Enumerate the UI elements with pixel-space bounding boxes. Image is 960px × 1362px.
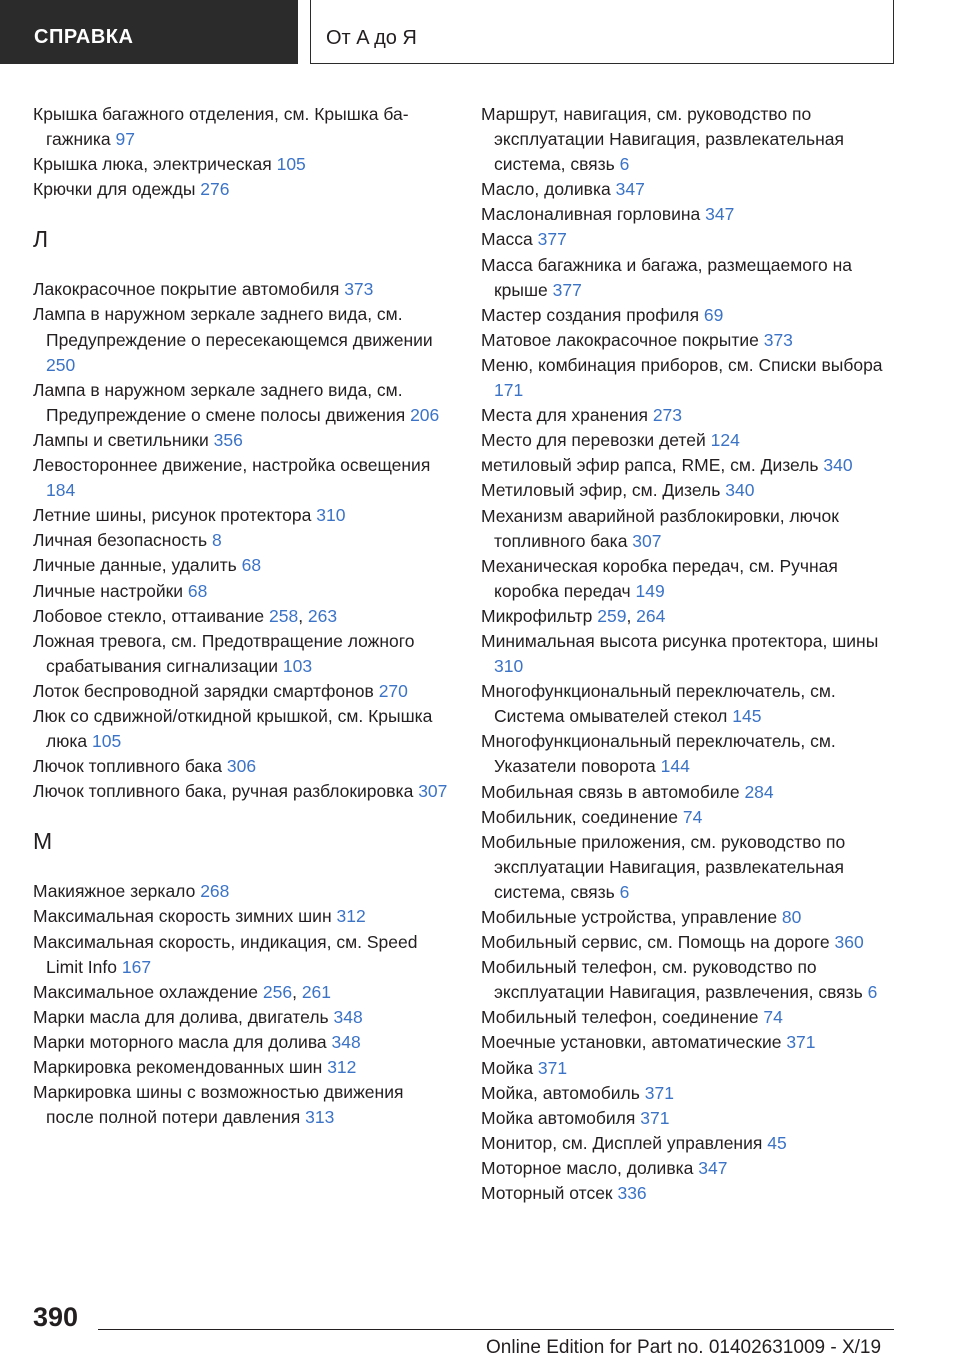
index-entry-text: Лампы и светильники [33,429,214,450]
index-entry-text: Мобильная связь в автомобиле [481,781,745,802]
page-link[interactable]: 340 [823,455,853,476]
index-entry [481,303,891,328]
page-link[interactable]: 171 [494,380,524,401]
index-entry-text: Марки масла для долива, двигатель [33,1006,334,1027]
index-entry-text: Моторный отсек [481,1183,618,1204]
page-link[interactable]: 307 [632,530,662,551]
index-entry [33,1055,453,1080]
edition-note: Online Edition for Part no. 01402631009 - X/19 [486,1337,882,1358]
page-separator: , [292,981,302,1002]
page-link[interactable]: 69 [703,304,724,325]
index-entry-text: Личная безопасность [33,530,212,551]
index-entry-text: Левостороннее движение, настройка освещения [33,455,431,476]
index-entry [481,478,891,503]
index-entry-text: Метиловый эфир, см. Дизель [481,480,726,501]
page-link[interactable]: 371 [644,1082,674,1103]
page-link[interactable]: 310 [316,505,346,526]
index-entry [481,805,891,830]
index-entry-text: Крючки для одежды [33,179,201,200]
index-entry [481,830,891,905]
index-entry [33,704,453,754]
page-link[interactable]: 377 [552,279,582,300]
index-letter-heading: М [33,828,53,855]
index-entry-text: Макияжное зеркало [33,881,201,902]
page-link[interactable]: 340 [725,480,755,501]
index-entry [33,980,453,1005]
index-entry-text: Максимальная скорость, индикация, см. Speed Limit Info [33,931,418,977]
index-entry-text: Лампа в наружном зеркале заднего вида, см. Предупреждение о пересекающемся движении [33,304,433,350]
index-entry [481,1156,891,1181]
page-link[interactable]: 371 [640,1107,670,1128]
page-link[interactable]: 149 [635,580,665,601]
index-entry-text: Мастер создания профиля [481,304,704,325]
index-entry-text: Монитор, см. Дисплей управления [481,1132,768,1153]
index-entry [481,453,891,478]
index-entry-text: Максимальное охлаждение [33,981,263,1002]
index-entry-text: Летние шины, рисунок протектора [33,505,317,526]
page-link[interactable]: 284 [744,781,774,802]
index-entry-text: Крышка багажного отделения, см. Крышка багажника [33,104,409,150]
index-entry [481,930,891,955]
index-entry-text: Мобильный сервис, см. Помощь на дороге [481,932,835,953]
index-entry-text: Лампа в наружном зеркале заднего вида, см. Предупреждение о смене полосы движения [33,379,411,425]
index-entry-text: Личные настройки [33,580,188,601]
index-entry [481,1030,891,1055]
index-entry-text: Крышка люка, электрическая [33,154,277,175]
index-entry-text: Масса багажника и багажа, размещаемого на крыше [481,254,853,300]
page-link[interactable]: 336 [617,1183,647,1204]
index-entry [33,1005,453,1030]
index-entry [481,780,891,805]
index-entry-text: Масса [481,229,538,250]
index-entry [33,428,453,453]
page-link[interactable]: 371 [537,1057,568,1078]
index-entry [481,1181,891,1206]
index-entry-text: Мойка, автомобиль [481,1082,645,1103]
page-link[interactable]: 312 [327,1057,357,1077]
index-entry-text: Лакокрасочное покрытие автомобиля [33,279,345,300]
index-entry-text: Люк со сдвижной/откидной крышкой, см. Крышка люка [33,705,433,752]
page-link[interactable]: 124 [710,430,740,451]
page-link[interactable]: 74 [682,806,703,827]
index-entry-text: Меню, комбинация приборов, см. Списки выбора [481,354,883,375]
page-link[interactable]: 145 [732,706,762,727]
index-entry [33,453,453,503]
page-link[interactable]: 74 [763,1007,783,1028]
index-entry [481,604,891,629]
index-entry-text: Маркировка шины с возможностью движения после полной потери давления [33,1082,404,1128]
index-entry-text: Моечные установки, автоматические [481,1032,787,1053]
index-entry [33,779,453,804]
page-link[interactable]: 105 [91,731,122,752]
index-entry [481,1106,891,1131]
page-link[interactable]: 103 [282,655,313,676]
page-link[interactable]: 97 [115,129,135,150]
page-link[interactable]: 377 [537,229,567,250]
index-entry-text: Мойка автомобиля [481,1107,641,1128]
index-entry-text: Мобильник, соединение [481,806,683,827]
index-entry-text: Мобильный телефон, см. руководство по эксплуатации Навигация, развлечения, связь [481,957,868,1003]
page-link[interactable]: 307 [418,781,448,802]
index-entry [33,879,453,904]
index-entry [33,152,453,177]
page-link[interactable]: 80 [781,907,802,927]
index-entry [33,629,453,679]
index-entry [481,679,891,729]
index-entry [481,1131,891,1156]
page-link[interactable]: 250 [46,354,76,375]
page-link[interactable]: 105 [276,154,306,175]
index-entry-text: Мобильные приложения, см. руководство по эксплуатации Навигация, развлекательная система, связь [481,831,846,902]
index-letter-heading: Л [33,226,49,253]
index-entry-text: Маркировка рекомендованных шин [33,1057,328,1077]
index-entry [481,202,891,227]
page-link[interactable]: 144 [660,756,690,777]
index-entry [481,253,891,303]
index-entry [33,302,453,377]
page-link[interactable]: 356 [213,429,243,450]
page-link[interactable]: 373 [763,329,793,350]
page-link[interactable]: 258 [268,605,299,626]
page-link[interactable]: 45 [767,1132,787,1153]
index-entry-text: Лобовое стекло, оттаивание [33,605,269,626]
index-entry-text: метиловый эфир рапса, RME, см. Дизель [481,455,824,476]
page-link[interactable]: 348 [331,1031,361,1052]
index-entry-text: Масло, доливка [481,179,616,200]
header-subsection-label: От A до Я [326,27,417,49]
index-entry [33,579,453,604]
index-entry [33,277,453,302]
index-entry [481,629,891,679]
page-link[interactable]: 259 [597,605,627,626]
index-entry [33,679,453,704]
index-entry-text: Личные данные, удалить [33,555,242,576]
page-link[interactable]: 313 [305,1107,335,1128]
index-entry [481,353,891,403]
header-subsection-tab[interactable] [310,0,894,64]
index-entry-text: Минимальная высота рисунка протектора, шины [481,630,879,651]
page-link[interactable]: 8 [211,530,222,551]
page-link[interactable]: 347 [705,204,735,225]
index-entry [33,604,453,629]
index-column-right [481,102,891,1206]
index-entry-text: Мойка [481,1057,538,1078]
index-entry [481,729,891,779]
index-entry-text: Механическая коробка передач, см. Ручная коробка передач [481,555,838,601]
index-entry [33,904,453,929]
page-link[interactable]: 6 [619,881,630,902]
index-entry [481,1056,891,1081]
index-column-left [33,102,453,1130]
index-entry [481,102,891,177]
index-entry [33,754,453,779]
page-link[interactable]: 263 [307,605,338,626]
page-link[interactable]: 306 [226,756,257,777]
index-entry-text: Многофункциональный переключатель, см. Указатели поворота [481,731,836,777]
index-entry-text: Место для перевозки детей [481,430,711,451]
index-entry [481,1005,891,1030]
index-entry-text: Места для хранения [481,405,653,426]
index-entry [33,177,453,202]
index-entry-text: Маслоналивная горловина [481,204,706,225]
page-separator: , [626,605,637,626]
page-link[interactable]: 184 [46,480,76,501]
index-entry [33,1080,453,1130]
index-entry [33,553,453,578]
index-entry-text: Мобильные устройства, управление [481,907,782,927]
page-number: 390 [33,1302,79,1332]
page-link[interactable]: 371 [786,1032,816,1053]
header-section-tab[interactable] [0,0,298,64]
index-entry [33,528,453,553]
index-entry-text: Моторное масло, доливка [481,1157,699,1178]
page-link[interactable]: 273 [652,405,683,426]
page-link[interactable]: 312 [336,906,366,927]
page-link[interactable]: 167 [121,956,152,977]
index-entry [33,1030,453,1055]
index-entry [481,177,891,202]
index-entry [33,378,453,428]
page-link[interactable]: 264 [636,605,666,626]
index-entry-text: Ложная тревога, см. Предотвращение ложного срабатывания сигнализации [33,630,415,676]
index-entry [481,1081,891,1106]
index-entry-text: Мобильный телефон, соединение [481,1007,764,1028]
index-entry [481,403,891,428]
page-link[interactable]: 68 [241,555,262,576]
index-entry-text: Механизм аварийной разблокировки, лючок топливного бака [481,505,839,551]
page-link[interactable]: 347 [615,179,645,200]
page-link[interactable]: 373 [344,279,374,300]
index-entry-text: Многофункциональный переключатель, см. Система омывателей стекол [481,681,836,727]
index-entry [481,328,891,353]
page-link[interactable]: 348 [333,1006,363,1027]
index-entry-text: Микрофильтр [481,605,598,626]
index-entry [481,554,891,604]
index-entry [481,905,891,930]
index-entry [33,930,453,980]
index-entry [481,428,891,453]
page-link[interactable]: 206 [410,404,440,425]
index-entry-text: Лючок топливного бака, ручная разблокировка [33,781,419,802]
page-link[interactable]: 68 [187,580,208,601]
index-entry-text: Матовое лакокрасочное покрытие [481,329,764,350]
index-entry [33,503,453,528]
page-link[interactable]: 360 [834,932,864,953]
page-link[interactable]: 6 [619,154,630,175]
index-entry-text: Лючок топливного бака [33,756,227,777]
index-entry-text: Марки моторного масла для долива [33,1031,332,1052]
footer-divider [98,1329,894,1330]
page-link[interactable]: 268 [200,881,230,902]
page-link[interactable]: 347 [698,1157,728,1178]
index-entry [481,227,891,252]
index-entry [481,504,891,554]
page-link[interactable]: 270 [378,680,408,701]
page-link[interactable]: 261 [301,981,332,1002]
page-separator: , [298,605,308,626]
page-link[interactable]: 276 [200,179,230,200]
page-link[interactable]: 256 [262,981,293,1002]
page-link[interactable]: 310 [494,656,524,677]
header-section-label: СПРАВКА [34,26,134,48]
page-link[interactable]: 6 [867,982,878,1003]
index-entry [481,955,891,1005]
index-entry-text: Маршрут, навигация, см. руководство по эксплуатации Навигация, развлекательная система, связь [481,104,844,175]
index-entry-text: Лоток беспроводной зарядки смартфонов [33,680,379,701]
index-entry-text: Максимальная скорость зимних шин [33,906,337,927]
index-entry [33,102,453,152]
